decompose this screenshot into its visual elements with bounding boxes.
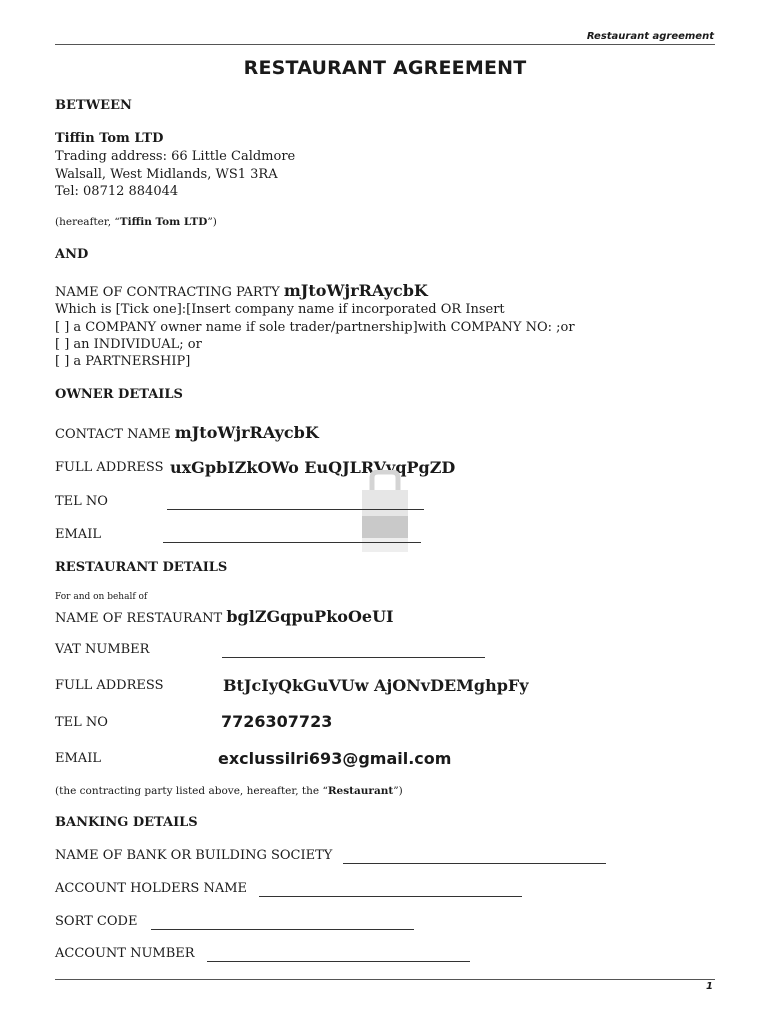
owner-tel-blank (167, 509, 424, 510)
hereafter-suffix: ”) (207, 216, 217, 228)
company-address-line1: Trading address: 66 Little Caldmore (55, 149, 296, 164)
owner-email-blank (163, 542, 421, 543)
owner-details-heading: OWNER DETAILS (55, 387, 183, 402)
document-title: RESTAURANT AGREEMENT (243, 57, 527, 79)
company-tel: Tel: 08712 884044 (55, 184, 179, 199)
vat-blank (222, 657, 485, 658)
header-rule (55, 44, 715, 45)
company-name: Tiffin Tom LTD (55, 131, 164, 146)
account-holders-blank (259, 896, 522, 897)
restaurant-name-value: bglZGqpuPkoOeUI (226, 607, 394, 626)
owner-address-label: FULL ADDRESS (55, 460, 164, 475)
hereafter-name: Tiffin Tom LTD (119, 216, 208, 228)
vat-label: VAT NUMBER (55, 642, 150, 657)
restaurant-email-value: exclussilri693@gmail.com (218, 749, 452, 768)
between-heading: BETWEEN (55, 98, 132, 113)
restaurant-hereafter-suffix: ”) (393, 785, 403, 797)
lock-watermark-icon (360, 470, 410, 552)
company-hereafter (55, 216, 217, 228)
restaurant-hereafter (55, 785, 403, 797)
restaurant-details-heading: RESTAURANT DETAILS (55, 560, 228, 575)
page-number: 1 (706, 981, 713, 992)
owner-tel-label: TEL NO (55, 494, 108, 509)
restaurant-name-row (55, 607, 394, 626)
on-behalf-note: For and on behalf of (55, 592, 148, 602)
bank-name-label: NAME OF BANK OR BUILDING SOCIETY (55, 848, 333, 863)
footer-rule (55, 979, 715, 980)
contracting-party-line4: [ ] a PARTNERSHIP] (55, 354, 191, 369)
restaurant-address-label: FULL ADDRESS (55, 678, 164, 693)
owner-address-value: uxGpbIZkOWo EuQJLRVvqPgZD (170, 458, 456, 477)
owner-contact-label: CONTACT NAME (55, 427, 171, 442)
restaurant-name-label: NAME OF RESTAURANT (55, 611, 223, 626)
account-number-blank (207, 961, 470, 962)
contracting-party-line3: [ ] an INDIVIDUAL; or (55, 337, 202, 352)
bank-name-blank (343, 863, 606, 864)
banking-details-heading: BANKING DETAILS (55, 815, 198, 830)
contracting-party-label: NAME OF CONTRACTING PARTY (55, 285, 280, 300)
contracting-party-value: mJtoWjrRAycbK (283, 281, 428, 300)
owner-email-label: EMAIL (55, 527, 101, 542)
sort-code-label: SORT CODE (55, 914, 138, 929)
sort-code-blank (151, 929, 414, 930)
account-number-label: ACCOUNT NUMBER (55, 946, 195, 961)
restaurant-tel-value: 7726307723 (221, 712, 333, 731)
account-holders-label: ACCOUNT HOLDERS NAME (55, 881, 248, 896)
hereafter-prefix: (hereafter, “ (55, 216, 120, 228)
owner-contact-row (55, 423, 319, 442)
contracting-party-line2: [ ] a COMPANY owner name if sole trader/partnership]with COMPANY NO: ;or (55, 320, 575, 335)
running-header: Restaurant agreement (586, 31, 714, 42)
company-address-line2: Walsall, West Midlands, WS1 3RA (55, 167, 278, 182)
restaurant-email-label: EMAIL (55, 751, 101, 766)
restaurant-tel-label: TEL NO (55, 715, 108, 730)
contracting-party-line1: Which is [Tick one]:[Insert company name if incorporated OR Insert (55, 302, 505, 317)
restaurant-address-value: BtJcIyQkGuVUw AjONvDEMghpFy (223, 676, 529, 695)
restaurant-hereafter-name: Restaurant (327, 785, 394, 797)
contracting-party-row (55, 281, 428, 300)
and-heading: AND (55, 247, 89, 262)
restaurant-hereafter-prefix: (the contracting party listed above, hereafter, the “ (55, 785, 328, 797)
owner-contact-value: mJtoWjrRAycbK (174, 423, 319, 442)
